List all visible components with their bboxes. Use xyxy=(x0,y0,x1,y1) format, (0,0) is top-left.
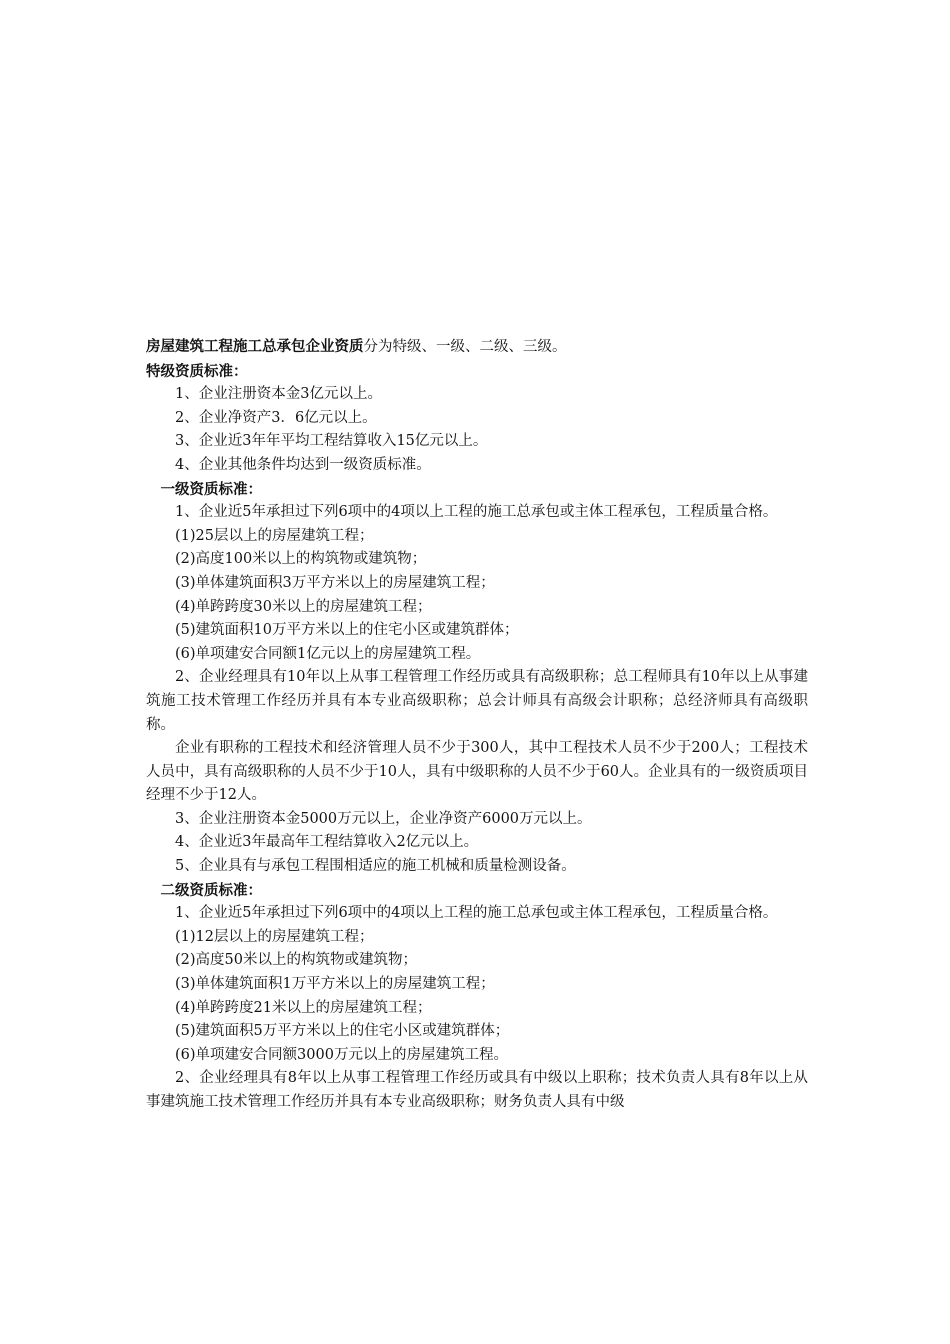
grade2-subitem-6: (6)单项建安合同额3000万元以上的房屋建筑工程。 xyxy=(175,1046,508,1063)
grade1-item-2-continued: 企业有职称的工程技术和经济管理人员不少于300人，其中工程技术人员不少于200人；工程技术人员中，具有高级职称的人员不少于10人，具有中级职称的人员不少于60人。企业具有的一级资质项目经理不少于12人。 xyxy=(146,740,808,804)
special-item-2: 2、企业净资产3．6亿元以上。 xyxy=(175,409,377,426)
grade1-item-4: 4、企业近3年最高年工程结算收入2亿元以上。 xyxy=(175,834,479,851)
special-item-3: 3、企业近3年年平均工程结算收入15亿元以上。 xyxy=(175,433,488,450)
grade1-subitem-1: (1)25层以上的房屋建筑工程； xyxy=(175,527,374,544)
grade2-subitem-1: (1)12层以上的房屋建筑工程； xyxy=(175,928,374,945)
grade2-subitem-4: (4)单跨跨度21米以上的房屋建筑工程； xyxy=(175,999,432,1016)
grade2-subitem-3: (3)单体建筑面积1万平方米以上的房屋建筑工程； xyxy=(175,976,495,993)
grade1-subitem-4: (4)单跨跨度30米以上的房屋建筑工程； xyxy=(175,598,432,615)
grade2-subitem-5: (5)建筑面积5万平方米以上的住宅小区或建筑群体； xyxy=(175,1023,510,1040)
grade1-subitem-6: (6)单项建安合同额1亿元以上的房屋建筑工程。 xyxy=(175,645,481,662)
grade2-subitem-2: (2)高度50米以上的构筑物或建筑物； xyxy=(175,952,417,969)
grade2-heading: 二级资质标准： xyxy=(160,881,262,899)
grade1-item-2: 2、企业经理具有10年以上从事工程管理工作经历或具有高级职称；总工程师具有10年以上从事建筑施工技术管理工作经历并具有本专业高级职称；总会计师具有高级会计职称；总经济师具有高级职称。 xyxy=(146,669,808,733)
grade1-item-5: 5、企业具有与承包工程围相适应的施工机械和质量检测设备。 xyxy=(175,858,576,875)
grade1-subitem-5: (5)建筑面积10万平方米以上的住宅小区或建筑群体； xyxy=(175,622,519,639)
grade2-item-1: 1、企业近5年承担过下列6项中的4项以上工程的施工总承包或主体工程承包，工程质量合格。 xyxy=(175,905,778,922)
grade1-subitem-2: (2)高度100米以上的构筑物或建筑物； xyxy=(175,551,427,568)
intro-paragraph xyxy=(146,335,808,360)
document-body xyxy=(146,335,808,1115)
grade2-item-2: 2、企业经理具有8年以上从事工程管理工作经历或具有中级以上职称；技术负责人具有8年以上从事建筑施工技术管理工作经历并具有本专业高级职称；财务负责人具有中级 xyxy=(146,1070,808,1110)
special-item-1: 1、企业注册资本金3亿元以上。 xyxy=(175,386,382,403)
special-grade-heading: 特级资质标准： xyxy=(146,362,248,380)
grade1-heading: 一级资质标准： xyxy=(160,480,262,498)
special-item-4: 4、企业其他条件均达到一级资质标准。 xyxy=(175,456,431,473)
intro-bold-text: 房屋建筑工程施工总承包企业资质 xyxy=(146,338,364,355)
grade1-item-3: 3、企业注册资本金5000万元以上，企业净资产6000万元以上。 xyxy=(175,810,592,827)
intro-rest-text: 分为特级、一级、二级、三级。 xyxy=(363,339,567,355)
grade1-item-1: 1、企业近5年承担过下列6项中的4项以上工程的施工总承包或主体工程承包，工程质量合格。 xyxy=(175,504,778,521)
grade1-subitem-3: (3)单体建筑面积3万平方米以上的房屋建筑工程； xyxy=(175,574,495,591)
